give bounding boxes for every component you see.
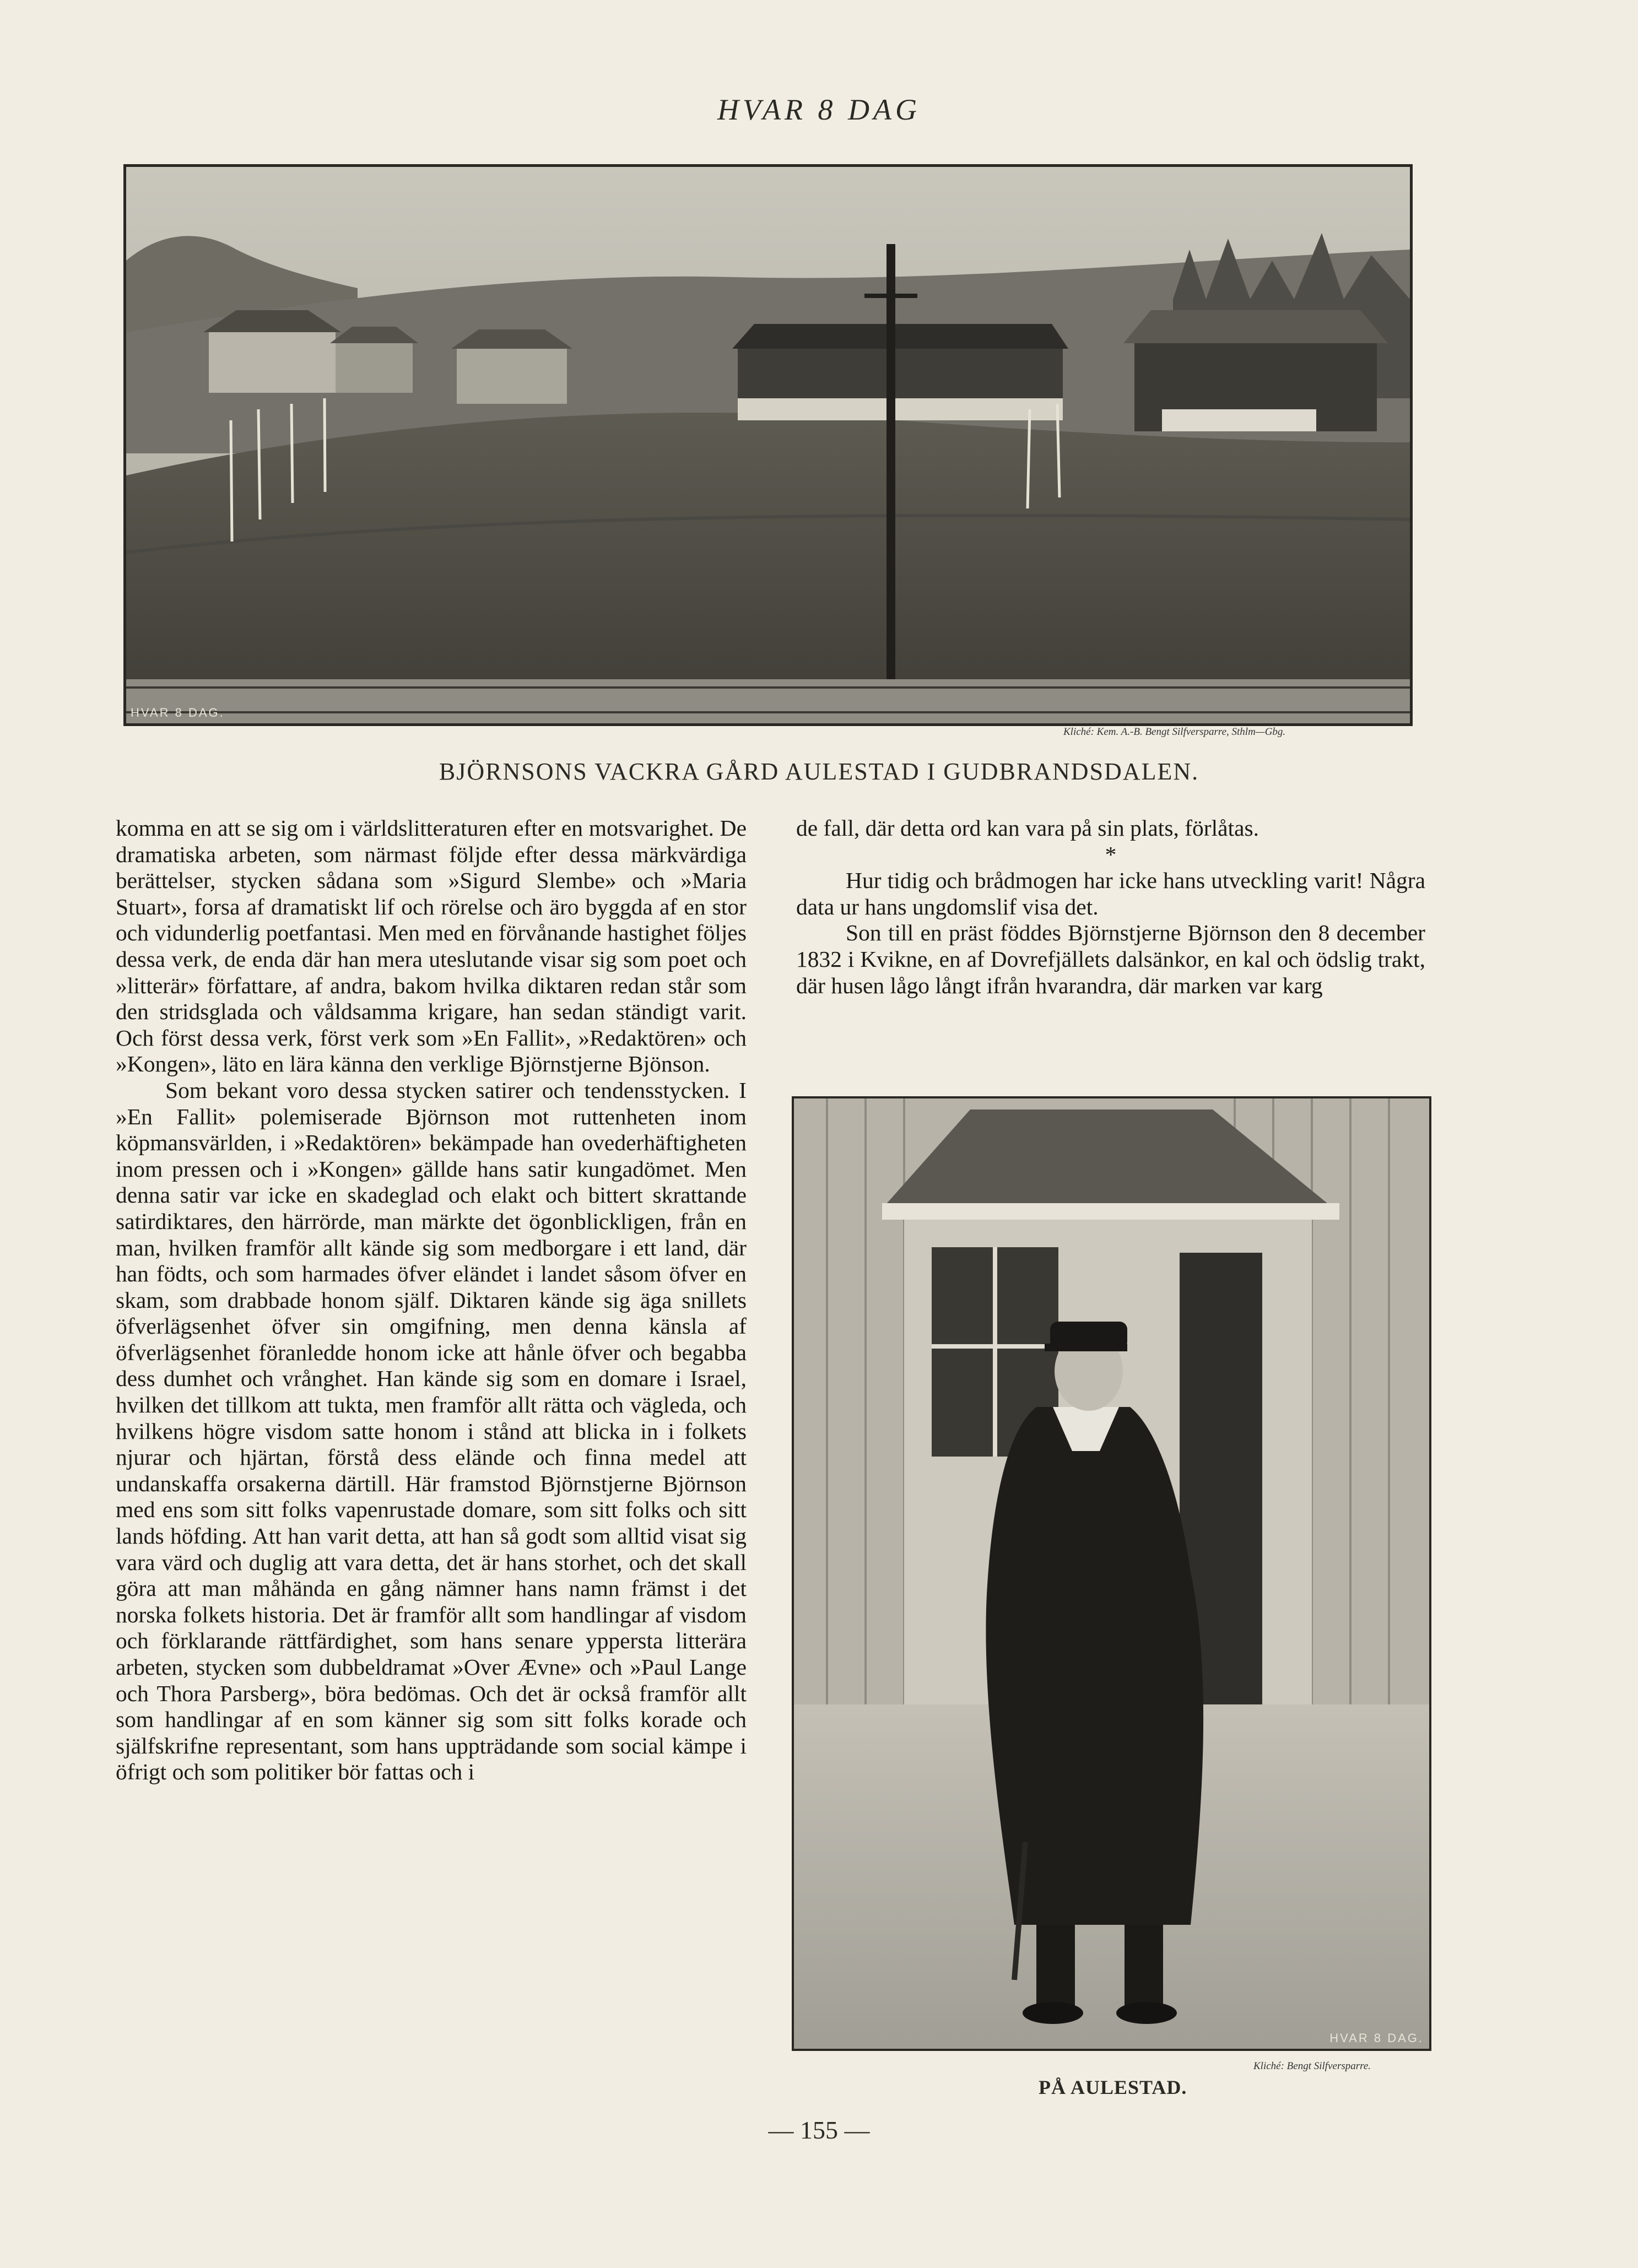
bjornson-portrait-photo: [792, 1096, 1431, 2051]
photo-plate-mark: HVAR 8 DAG.: [131, 706, 225, 719]
portrait-photo-caption: PÅ AULESTAD.: [1039, 2076, 1187, 2098]
top-photo-credit: Kliché: Kem. A.-B. Bengt Silfversparre, Sthlm—Gbg.: [1063, 726, 1286, 738]
running-head: HVAR 8 DAG: [717, 93, 921, 126]
article-left-column: [116, 815, 747, 1785]
article-paragraph: Son till en präst föddes Björnstjerne Björnson den 8 december 1832 i Kvikne, en af Dovrefjällets dalsänkor, en kal och ödslig trakt, där husen lågo långt ifrån hvarandra, där marken var karg: [796, 920, 1425, 998]
article-right-column: [796, 815, 1425, 999]
article-paragraph: de fall, där detta ord kan vara på sin plats, förlåtas.: [796, 815, 1259, 841]
article-paragraph: Hur tidig och brådmogen har icke hans utveckling varit! Några data ur hans ungdomslif visa det.: [796, 868, 1425, 919]
article-paragraph: komma en att se sig om i världslitteraturen efter en motsvarighet. De dramatiska arbeten, som närmast följde efter dessa märkvärdiga berättelser, stycken sådana som »Sigurd Slembe» och »Maria Stuart», forsa af dramatiskt lif och rörelse och äro byggda af en stor och vidunderlig poetfantasi. Men med en förvånande hastighet följes dessa verk, de enda där han mera uteslutande visar sig som poet och »litterär» författare, af andra, bakom hvilka diktaren redan står som den stridsglada och våldsamma krigare, han sedan ständigt varit. Och först dessa verk, först verk som »En Fallit», »Redaktören» och »Kongen», läto en lära känna den verklige Björnstjerne Bjönson.: [116, 815, 747, 1077]
section-asterisk: *: [1105, 841, 1117, 867]
aulestad-farm-photo: [123, 164, 1413, 726]
photo-plate-mark: HVAR 8 DAG.: [1329, 2031, 1424, 2045]
farm-photo-illustration: [126, 167, 1410, 723]
top-photo-caption: BJÖRNSONS VACKRA GÅRD AULESTAD I GUDBRANDSDALEN.: [439, 758, 1199, 785]
portrait-photo-credit: Kliché: Bengt Silfversparre.: [1253, 2060, 1371, 2072]
article-paragraph: Som bekant voro dessa stycken satirer och tendensstycken. I »En Fallit» polemiserade Björnson mot ruttenheten inom köpmansvärlden, i »Redaktören» bekämpade han ovederhäftigheten inom pressen och i »Kongen» gällde hans satir kungadömet. Men denna satir var icke en skadeglad och elakt och bittert skrattande satirdiktares, den härrörde, man märkte det ögonblickligen, från en man, hvilken framför allt kände sig som medborgare i ett land, där han födts, och som harmades öfver eländet i landet såsom öfver en skam, som drabbade honom själf. Diktaren kände sig äga snillets öfverlägsenhet öfver sin omgifning, men denna känsla af öfverlägsenhet föranledde honom icke att hånle öfver och begabba dess dumhet och vrånghet. Han kände sig som en domare i Israel, hvilken det tillkom att tukta, men framför allt rätta och vägleda, och hvilkens högre visdom satte honom i stånd att blicka in i folkets njurar och hjärtan, förstå dess elände och finna medel att undanskaffa orsakerna därtill. Här framstod Björnstjerne Björnson med ens som sitt folks vapenrustade domare, som sitt folks och sitt lands höfding. Att han varit detta, att han så godt som alltid visat sig vara värd och duglig att vara detta, det är hans storhet, och det skall göra att man måhända en gång nämner hans namn främst i det norska folkets historia. Det är framför allt som handlingar af visdom och förklarande rättfärdighet, som hans senare yppersta litterära arbeten, stycken som dubbeldramat »Over Ævne» och »Paul Lange och Thora Parsberg», böra bedömas. Och det är också framför allt som handlingar af en som känner sig som sitt folks korade och själfskrifne representant, som hans uppträdande som social kämpe i öfrigt och som politiker bör fattas och i: [116, 1077, 747, 1785]
portrait-photo-illustration: [794, 1098, 1429, 2049]
page-number: — 155 —: [768, 2116, 870, 2144]
